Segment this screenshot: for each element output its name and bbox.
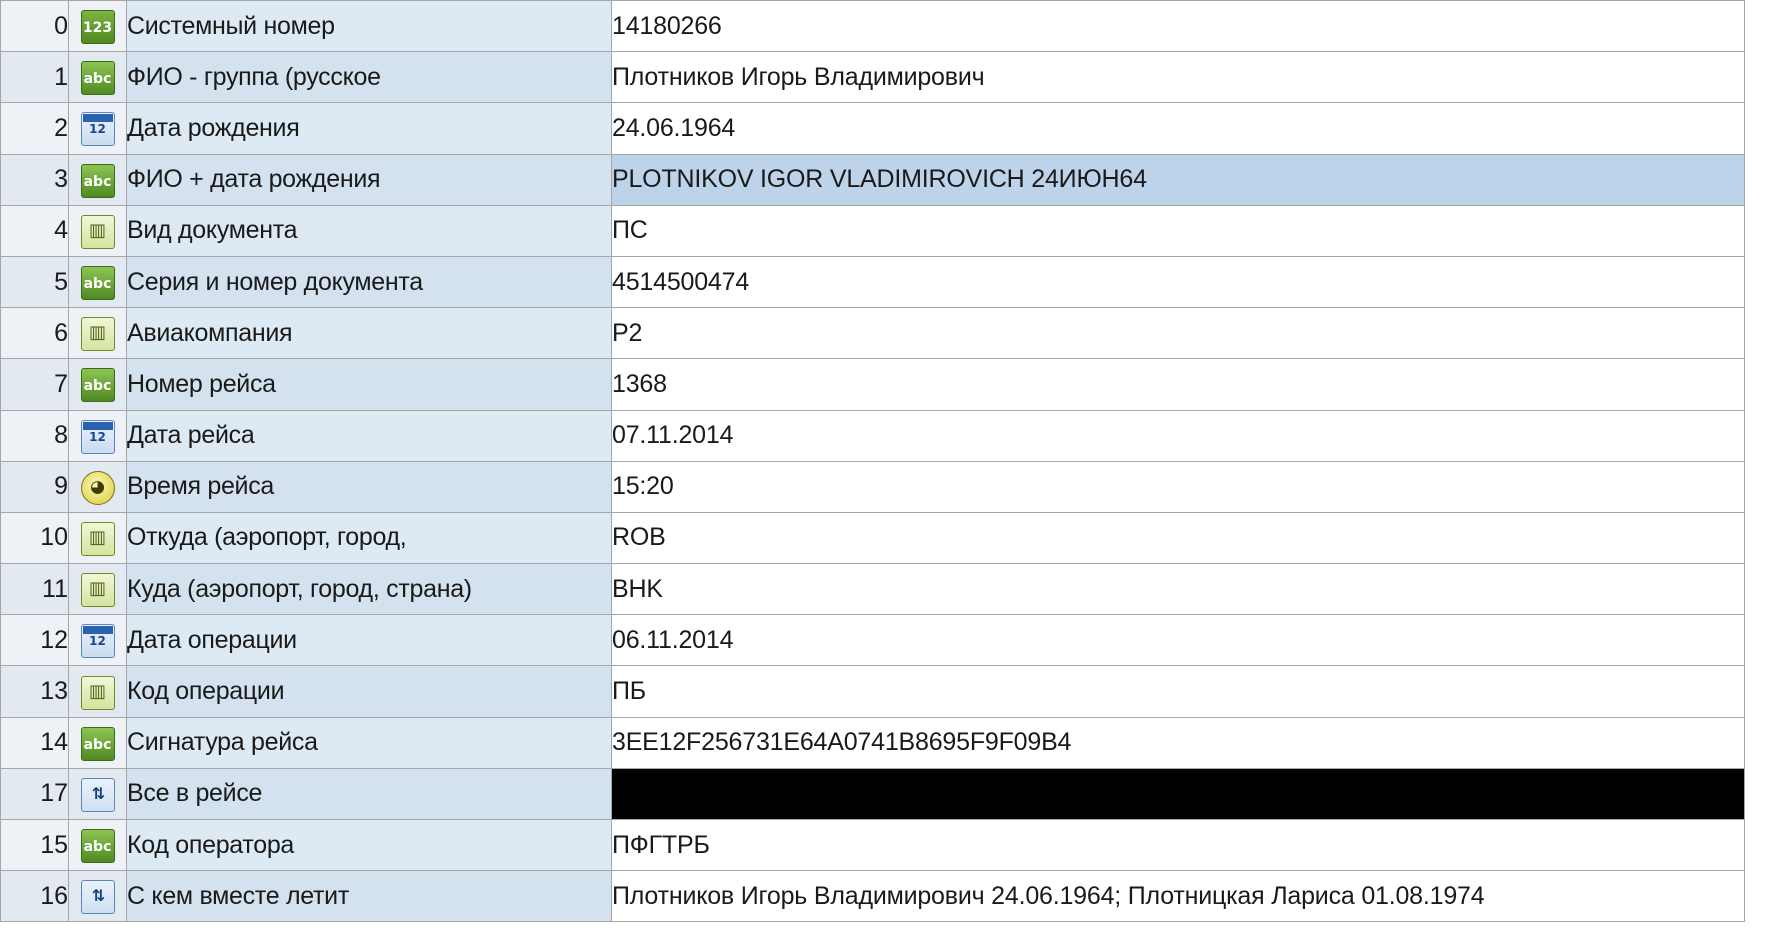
field-name-cell[interactable]: Куда (аэропорт, город, страна) [127,564,612,615]
table-row[interactable] [1,410,1745,461]
field-type-cell [69,820,127,871]
lookup-book-icon: ▥ [81,573,115,607]
field-name-cell[interactable]: Дата операции [127,615,612,666]
row-index-cell[interactable]: 1 [1,52,69,103]
table-row[interactable] [1,768,1745,819]
field-type-cell [69,1,127,52]
row-index-cell[interactable]: 8 [1,410,69,461]
field-type-cell [69,410,127,461]
table-row[interactable] [1,666,1745,717]
lookup-book-icon: ▥ [81,522,115,556]
text-icon: abc [81,829,115,863]
table-row[interactable] [1,359,1745,410]
field-type-cell [69,512,127,563]
field-name-cell[interactable]: Сигнатура рейса [127,717,612,768]
table-row[interactable] [1,205,1745,256]
field-name-cell[interactable]: Код операции [127,666,612,717]
time-icon: ◕ [81,471,115,505]
field-type-cell [69,52,127,103]
number-icon: 123 [81,10,115,44]
row-index-cell[interactable]: 11 [1,564,69,615]
field-name-cell[interactable]: С кем вместе летит [127,871,612,922]
row-index-cell[interactable]: 12 [1,615,69,666]
table-row[interactable] [1,615,1745,666]
field-name-cell[interactable]: Авиакомпания [127,308,612,359]
field-name-cell[interactable]: Код оператора [127,820,612,871]
field-value-cell[interactable]: Плотников Игорь Владимирович 24.06.1964; Плотницкая Лариса 01.08.1974 [612,871,1745,922]
field-type-cell [69,359,127,410]
field-value-cell[interactable]: 4514500474 [612,256,1745,307]
field-type-cell [69,256,127,307]
field-name-cell[interactable]: ФИО - группа (русское [127,52,612,103]
field-value-cell[interactable]: 3EE12F256731E64A0741B8695F9F09B4 [612,717,1745,768]
text-icon: abc [81,61,115,95]
field-name-cell[interactable]: ФИО + дата рождения [127,154,612,205]
field-type-cell [69,103,127,154]
field-value-cell[interactable] [612,768,1745,819]
text-icon: abc [81,266,115,300]
field-type-cell [69,717,127,768]
field-name-cell[interactable]: Все в рейсе [127,768,612,819]
table-row[interactable] [1,154,1745,205]
field-value-cell[interactable]: Плотников Игорь Владимирович [612,52,1745,103]
field-type-cell [69,461,127,512]
row-index-cell[interactable]: 15 [1,820,69,871]
lookup-book-icon: ▥ [81,215,115,249]
field-name-cell[interactable]: Вид документа [127,205,612,256]
field-type-cell [69,308,127,359]
table-row[interactable] [1,1,1745,52]
field-name-cell[interactable]: Системный номер [127,1,612,52]
row-index-cell[interactable]: 10 [1,512,69,563]
table-row[interactable] [1,52,1745,103]
row-index-cell[interactable]: 16 [1,871,69,922]
field-value-cell[interactable]: 07.11.2014 [612,410,1745,461]
table-row[interactable] [1,308,1745,359]
field-value-cell[interactable]: 24.06.1964 [612,103,1745,154]
field-type-cell [69,871,127,922]
row-index-cell[interactable]: 0 [1,1,69,52]
lookup-book-icon: ▥ [81,676,115,710]
row-index-cell[interactable]: 14 [1,717,69,768]
field-name-cell[interactable]: Дата рейса [127,410,612,461]
field-type-cell [69,768,127,819]
field-value-cell[interactable]: ROB [612,512,1745,563]
row-index-cell[interactable]: 9 [1,461,69,512]
date-icon: 12 [81,112,115,146]
field-name-cell[interactable]: Номер рейса [127,359,612,410]
field-value-cell[interactable]: ПС [612,205,1745,256]
field-value-cell[interactable]: 15:20 [612,461,1745,512]
row-index-cell[interactable]: 4 [1,205,69,256]
link-list-icon: ⇅ [81,778,115,812]
row-index-cell[interactable]: 5 [1,256,69,307]
table-row[interactable] [1,103,1745,154]
field-value-cell[interactable]: BHK [612,564,1745,615]
row-index-cell[interactable]: 17 [1,768,69,819]
date-icon: 12 [81,420,115,454]
field-type-cell [69,666,127,717]
table-row[interactable] [1,461,1745,512]
table-row[interactable] [1,564,1745,615]
link-list-icon: ⇅ [81,880,115,914]
row-index-cell[interactable]: 3 [1,154,69,205]
field-name-cell[interactable]: Дата рождения [127,103,612,154]
row-index-cell[interactable]: 6 [1,308,69,359]
field-type-cell [69,154,127,205]
table-row[interactable] [1,256,1745,307]
field-value-cell[interactable]: Р2 [612,308,1745,359]
table-row[interactable] [1,512,1745,563]
field-value-cell[interactable]: ПФГТРБ [612,820,1745,871]
text-icon: abc [81,164,115,198]
field-name-cell[interactable]: Серия и номер документа [127,256,612,307]
table-row[interactable] [1,871,1745,922]
table-row[interactable] [1,717,1745,768]
lookup-book-icon: ▥ [81,317,115,351]
field-value-cell[interactable]: ПБ [612,666,1745,717]
field-name-cell[interactable]: Откуда (аэропорт, город, [127,512,612,563]
field-value-cell[interactable]: 06.11.2014 [612,615,1745,666]
table-row[interactable] [1,820,1745,871]
field-name-cell[interactable]: Время рейса [127,461,612,512]
field-type-cell [69,205,127,256]
date-icon: 12 [81,624,115,658]
grid-body [1,1,1745,922]
row-index-cell[interactable]: 13 [1,666,69,717]
text-icon: abc [81,368,115,402]
field-value-cell[interactable]: 1368 [612,359,1745,410]
field-type-cell [69,615,127,666]
text-icon: abc [81,727,115,761]
field-type-cell [69,564,127,615]
row-index-cell[interactable]: 7 [1,359,69,410]
field-value-cell[interactable]: PLOTNIKOV IGOR VLADIMIROVICH 24ИЮН64 [612,154,1745,205]
row-index-cell[interactable]: 2 [1,103,69,154]
field-value-cell[interactable]: 14180266 [612,1,1745,52]
